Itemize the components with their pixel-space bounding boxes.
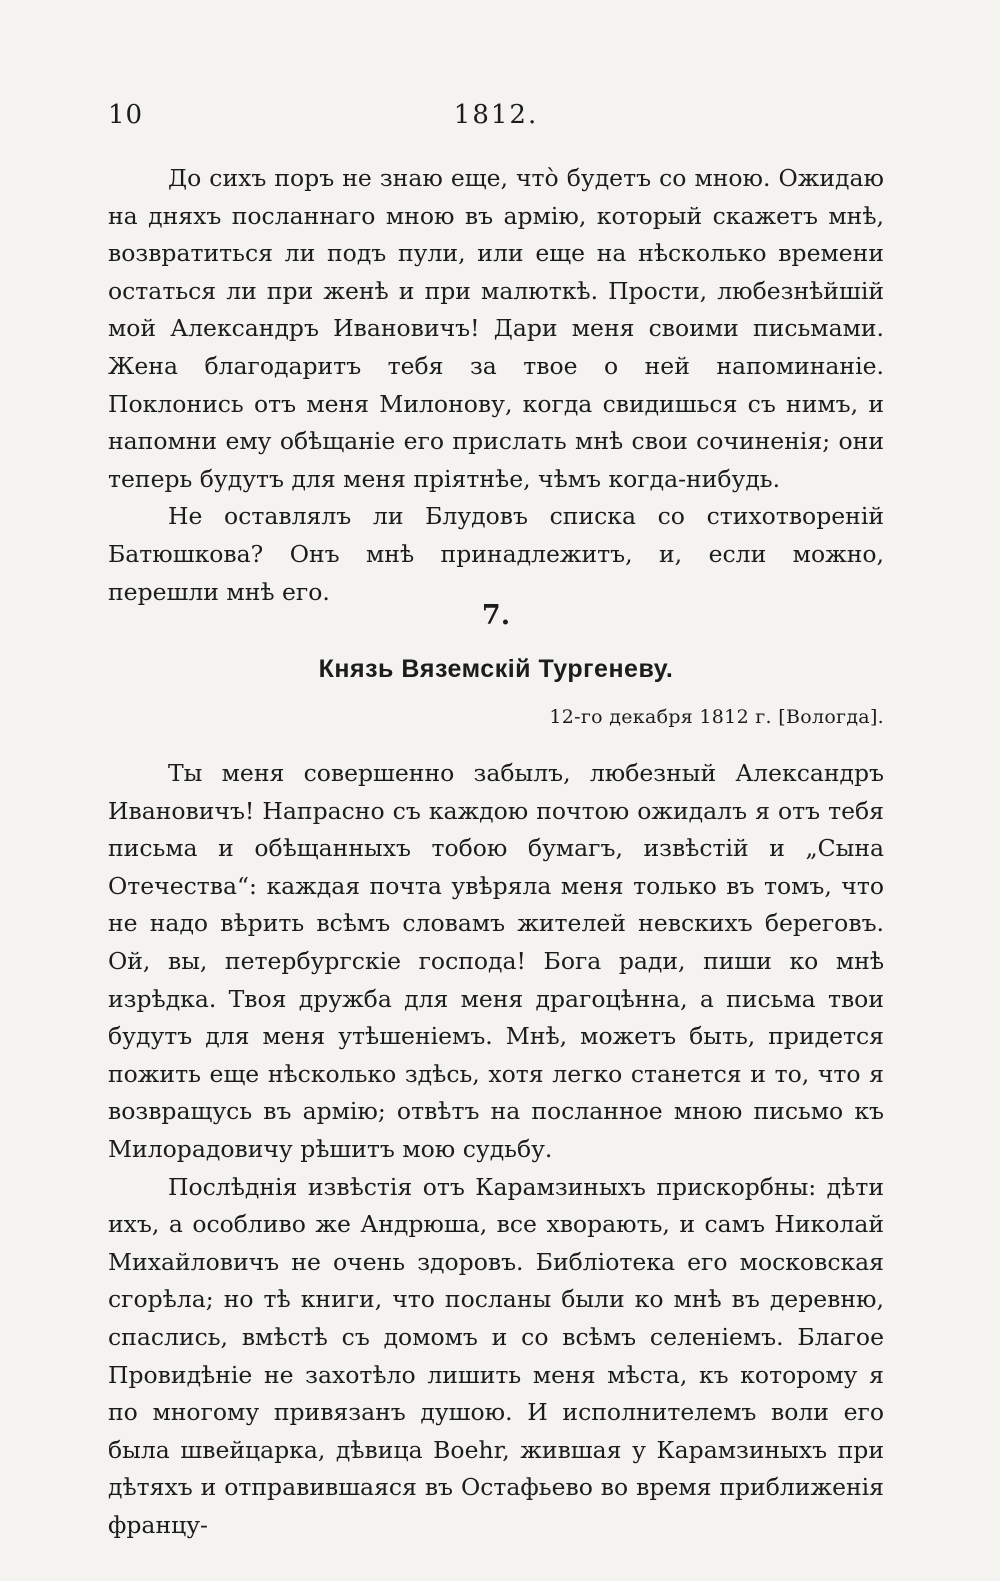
paragraph: До сихъ поръ не знаю еще, что̀ будетъ со мною. Ожидаю на дняхъ посланнаго мною въ армію, который скажетъ мнѣ, возвратиться ли подъ пули, или еще на нѣсколько времени остаться ли при женѣ и при малюткѣ. Прости, любезнѣйшій мой Александръ Ивановичъ! Дари меня своими письмами. Жена благодаритъ тебя за твое о ней напоминаніе. Поклонись отъ меня Милонову, когда свидишься съ нимъ, и напомни ему обѣщаніе его прислать мнѣ свои сочиненія; они теперь будутъ для меня пріятнѣе, чѣмъ когда-нибудь.: [108, 164, 884, 493]
letter-body: [108, 755, 884, 1544]
letter-number: 7.: [481, 600, 511, 631]
paragraph: Не оставлялъ ли Блудовъ списка со стихотвореній Батюшкова? Онъ мнѣ принадлежитъ, и, если можно, перешли мнѣ его.: [108, 502, 884, 606]
page-header: [108, 100, 884, 140]
letter-heading: Князь Вяземскій Тургеневу.: [318, 655, 674, 683]
running-title: 1812.: [453, 100, 539, 130]
previous-letter-ending: [108, 160, 884, 611]
paragraph: Ты меня совершенно забылъ, любезный Александръ Ивановичъ! Напрасно съ каждою почтою ожидалъ я отъ тебя письма и обѣщанныхъ тобою бумагъ, извѣстій и „Сына Отечества“: каждая почта увѣряла меня только въ томъ, что не надо вѣрить всѣмъ словамъ жителей невскихъ береговъ. Ой, вы, петербургскіе господа! Бога ради, пиши ко мнѣ изрѣдка. Твоя дружба для меня драгоцѣнна, а письма твои будутъ для меня утѣшеніемъ. Мнѣ, можетъ быть, придется пожить еще нѣсколько здѣсь, хотя легко станется и то, что я возвращусь въ армію; отвѣтъ на посланное мною письмо къ Милорадовичу рѣшитъ мою судьбу.: [108, 759, 884, 1163]
letter-date: 12-го декабря 1812 г. [Вологда].: [549, 706, 884, 728]
page-number: 10: [108, 100, 144, 130]
paragraph: Послѣднія извѣстія отъ Карамзиныхъ прискорбны: дѣти ихъ, а особливо же Андрюша, все хворають, и самъ Николай Михайловичъ не очень здоровъ. Библіотека его московская сгорѣла; но тѣ книги, что посланы были ко мнѣ въ деревню, спаслись, вмѣстѣ съ домомъ и со всѣмъ селеніемъ. Благое Провидѣніе не захотѣло лишить меня мѣста, къ которому я по многому привязанъ душою. И исполнителемъ воли его была швейцарка, дѣвица Boehr, жившая у Карамзиныхъ при дѣтяхъ и отправившаяся въ Остафьево во время приближенія францу-: [108, 1172, 884, 1539]
